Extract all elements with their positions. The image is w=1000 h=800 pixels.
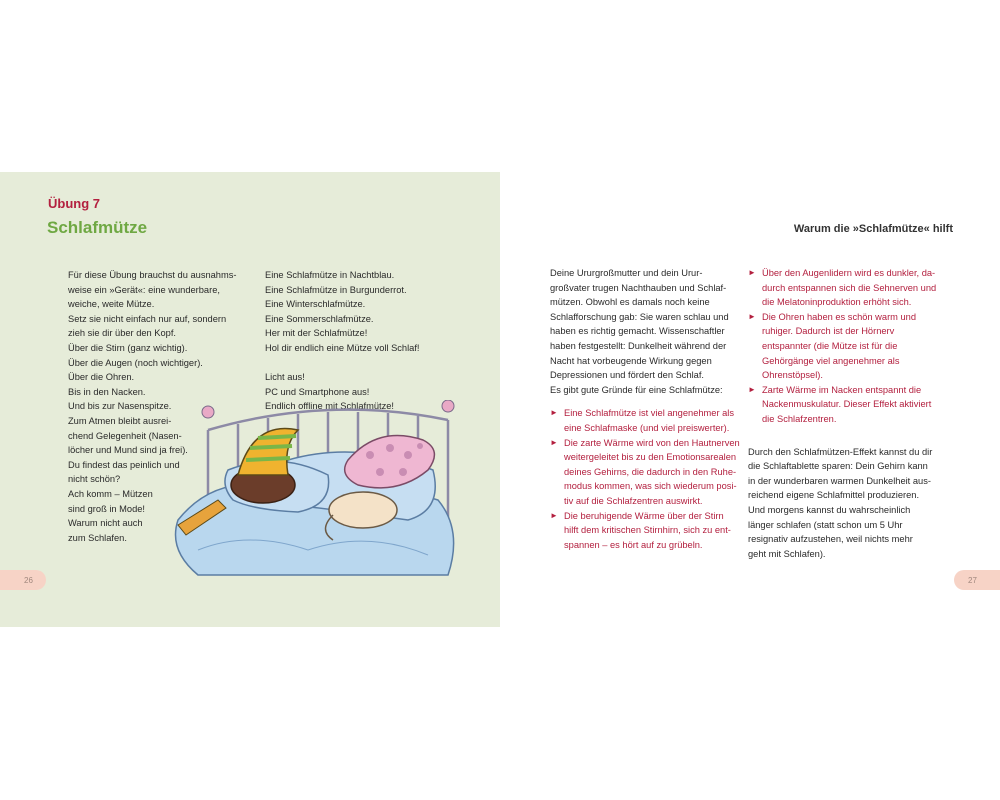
text-column-1 (550, 266, 738, 552)
text-line: Eine Sommerschlafmütze. (265, 313, 374, 324)
benefit-list-2 (748, 266, 948, 427)
text-line: Nacht hat vorbeugende Wirkung gegen (550, 355, 712, 366)
text-line: Endlich offline mit Schlafmütze! (265, 401, 395, 412)
text-line: chend Gelegenheit (Nasen- (68, 430, 182, 441)
text-line: Und bis zur Nasenspitze. (68, 401, 172, 412)
text-line: PC und Smartphone aus! (265, 386, 370, 397)
text-line: durch entspannen sich die Sehnerven und (762, 282, 937, 293)
text-line: in der wunderbaren warmen Dunkelheit aus- (748, 475, 931, 486)
text-line: Es gibt gute Gründe für eine Schlafmütze: (550, 384, 723, 395)
text-line: die Melatoninproduktion erhöht sich. (762, 297, 912, 308)
text-line: Die beruhigende Wärme über der Stirn (564, 510, 724, 521)
text-line: nicht schön? (68, 474, 121, 485)
text-column-2 (748, 266, 948, 561)
text-line: Depressionen und fördert den Schlaf. (550, 370, 705, 381)
text-line: Und morgens kannst du wahrscheinlich (748, 504, 911, 515)
text-line: Schlafforschung gab: Sie waren schlau und (550, 311, 729, 322)
text-line: Eine Schlafmütze in Nachtblau. (265, 270, 395, 280)
text-line: spannen – es hört auf zu grübeln. (564, 539, 703, 550)
sleeper-face (329, 492, 397, 528)
text-line: reichend eigene Schlafmittel produzieren. (748, 490, 920, 501)
text-line: mützen. Obwohl es damals noch keine (550, 297, 710, 308)
text-line: Die Ohren haben es schön warm und (762, 311, 917, 322)
text-line: Nackenmuskulatur. Dieser Effekt aktiviert (762, 399, 932, 410)
text-line: hilft dem kritischen Stirnhirn, sich zu ent- (564, 525, 731, 536)
text-line: Die zarte Wärme wird von den Hautnerven (564, 437, 740, 448)
right-page (500, 172, 1000, 627)
text-line: Über den Augenlidern wird es dunkler, da- (762, 268, 936, 278)
text-line: resignativ aufzustehen, weil nichts mehr (748, 534, 913, 545)
text-line: Setz sie nicht einfach nur auf, sondern (68, 313, 227, 324)
exercise-title: Schlafmütze (47, 218, 148, 237)
text-line: Hol dir endlich eine Mütze voll Schlaf! (265, 342, 420, 353)
text-line: Deine Ururgroßmutter und dein Urur- (550, 268, 703, 278)
text-line: haben es richtig gemacht. Wissenschaftler (550, 326, 725, 337)
benefit-list-1 (550, 406, 738, 552)
outro-paragraph (748, 445, 948, 562)
text-line: Ohrenstöpsel). (762, 370, 823, 381)
benefit-item (550, 436, 738, 509)
sleeping-figure-illustration (158, 400, 470, 580)
page-number: 27 (968, 575, 977, 585)
bullet-arrow-icon: ► (550, 437, 558, 447)
bullet-arrow-icon: ► (550, 510, 558, 520)
text-line: haben festgestellt: Dunkelheit während der (550, 340, 727, 351)
text-line: geht mit Schlafen). (748, 548, 826, 559)
text-line: eine Schlafmaske (und viel preiswerter). (564, 422, 730, 433)
text-line: Warum nicht auch (68, 518, 143, 529)
text-line: Eine Winterschlafmütze. (265, 299, 366, 310)
text-line: großvater trugen Nachthauben und Schlaf- (550, 282, 727, 293)
text-line: ruhiger. Dadurch ist der Hörnerv (762, 326, 895, 337)
text-line: Her mit der Schlafmütze! (265, 328, 368, 339)
text-line: Durch den Schlafmützen-Effekt kannst du dir (748, 446, 933, 457)
text-line: zum Schlafen. (68, 532, 127, 543)
benefit-item (550, 509, 738, 553)
bullet-arrow-icon: ► (748, 311, 756, 321)
text-line: Über die Stirn (ganz wichtig). (68, 342, 188, 353)
benefit-item (748, 383, 948, 427)
text-line: länger schlafen (statt schon um 5 Uhr (748, 519, 903, 530)
text-line: Zum Atmen bleibt ausrei- (68, 415, 172, 426)
text-line: Über die Augen (noch wichtiger). (68, 357, 203, 368)
text-line: deines Gehirns, die dadurch in den Ruhe- (564, 466, 737, 477)
text-line: entspannter (die Mütze ist für die (762, 340, 898, 351)
text-line: Bis in den Nacken. (68, 386, 146, 397)
text-line: Zarte Wärme im Nacken entspannt die (762, 384, 922, 395)
benefit-item (550, 406, 738, 435)
bullet-arrow-icon: ► (748, 268, 756, 277)
bullet-arrow-icon: ► (748, 384, 756, 394)
section-heading: Warum die »Schlafmütze« hilft (793, 223, 953, 235)
text-line: Über die Ohren. (68, 372, 135, 383)
text-line: weitergeleitet bis zu den Emotionsarealen (564, 452, 737, 463)
intro-paragraph (550, 266, 738, 397)
text-line: zieh sie dir über den Kopf. (68, 328, 177, 339)
text-line: modus kommen, was sich wiederum posi- (564, 481, 737, 492)
text-line: Licht aus! (265, 372, 305, 383)
benefit-item (748, 310, 948, 383)
text-line: Du findest das peinlich und (68, 459, 180, 470)
text-line: Gehörgänge viel angenehmer als (762, 355, 900, 366)
text-line: Eine Schlafmütze in Burgunderrot. (265, 284, 407, 295)
text-line: die Schlafzentren. (762, 413, 837, 424)
exercise-label: Übung 7 (48, 196, 100, 211)
text-line: Eine Schlafmütze ist viel angenehmer als (564, 408, 735, 419)
page-number: 26 (24, 575, 33, 585)
text-line: sind groß in Mode! (68, 503, 145, 514)
text-line: Für diese Übung brauchst du ausnahms- (68, 270, 237, 280)
text-line: tiv auf die Schlafzentren auswirkt. (564, 495, 703, 506)
page-number-tab (954, 570, 1000, 590)
text-line: Ach komm – Mützen (68, 488, 153, 499)
text-line: löcher und Mund sind ja frei). (68, 445, 188, 456)
left-page (0, 172, 500, 627)
text-line: die Schlaftablette sparen: Dein Gehirn kann (748, 461, 928, 472)
benefit-item (748, 266, 948, 310)
bullet-arrow-icon: ► (550, 408, 558, 418)
poem-right-column (265, 268, 465, 414)
text-line: weiche, weite Mütze. (68, 299, 155, 310)
page-number-tab (0, 570, 46, 590)
text-line: weise ein »Gerät«: eine wunderbare, (68, 284, 220, 295)
